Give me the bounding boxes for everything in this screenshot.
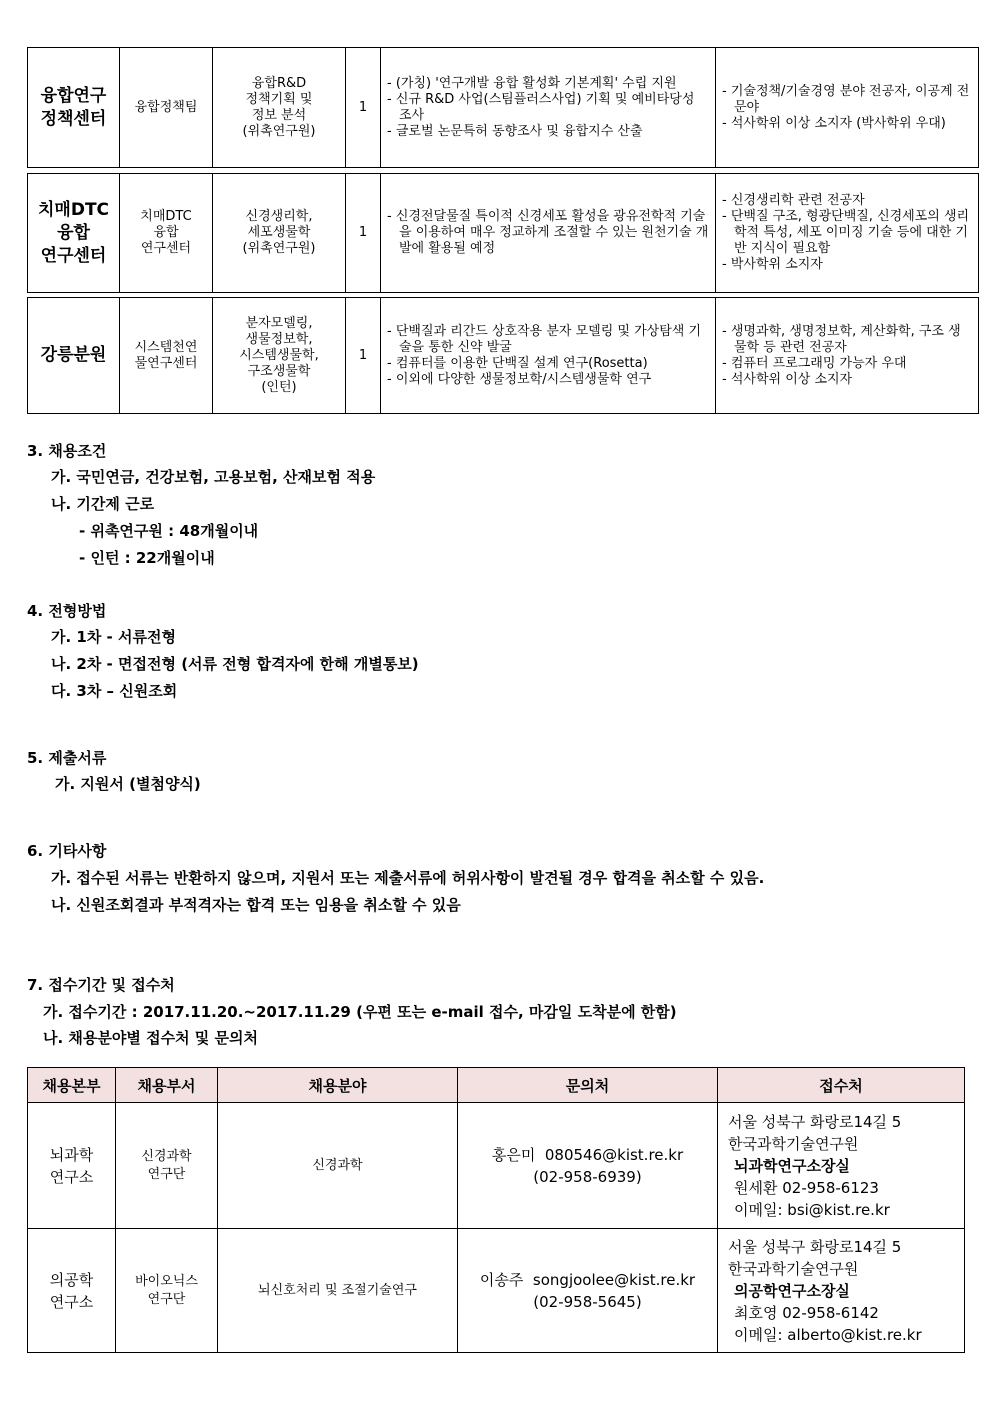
contact-cell	[458, 1229, 718, 1353]
s6-item-a: 가. 접수된 서류는 반환하지 않으며, 지원서 또는 제출서류에 허위사항이 발견될 경우 합격을 취소할 수 있음.	[51, 869, 765, 887]
contact-email-link[interactable]: 080546@kist.re.kr	[544, 1145, 684, 1164]
table-row	[28, 1229, 965, 1353]
position-table-fusion-policy	[27, 47, 979, 168]
quals-cell: - 생명과학, 생명정보학, 계산화학, 구조 생물학 등 관련 전공자 - 컴퓨터 프로그래밍 가능자 우대 - 석사학위 이상 소지자	[716, 298, 979, 414]
s7-item-a: 가. 접수기간 : 2017.11.20.~2017.11.29 (우편 또는 e-mail 접수, 마감일 도착분에 한함)	[43, 1003, 677, 1021]
contact-phone: (02-958-6939)	[533, 1167, 642, 1186]
s3-item-b2: - 인턴 : 22개월이내	[79, 549, 215, 567]
table-row	[28, 1103, 965, 1229]
contact-table	[27, 1067, 965, 1353]
header-cell: 채용본부	[28, 1068, 116, 1103]
header-cell: 채용부서	[116, 1068, 218, 1103]
contact-phone: (02-958-5645)	[533, 1292, 642, 1311]
s6-item-b: 나. 신원조회결과 부적격자는 합격 또는 임용을 취소할 수 있음	[51, 896, 461, 914]
s3-item-b: 나. 기간제 근로	[51, 495, 155, 513]
contact-cell	[458, 1103, 718, 1229]
dept-cell: 치매DTC 융합 연구센터	[28, 174, 120, 293]
header-cell: 채용분야	[218, 1068, 458, 1103]
dept-cell: 신경과학 연구단	[116, 1103, 218, 1229]
receiving-cell: 서울 성북구 화랑로14길 5 한국과학기술연구원 의공학연구소장실 최호영 02-958-6142 이메일: alberto@kist.re.kr	[718, 1229, 965, 1353]
dept-cell: 강릉분원	[28, 298, 120, 414]
dept-cell: 바이오닉스 연구단	[116, 1229, 218, 1353]
field-cell: 융합R&D 정책기획 및 정보 분석 (위촉연구원)	[213, 48, 346, 168]
receiving-email-link[interactable]: 이메일: bsi@kist.re.kr	[734, 1200, 890, 1219]
s7-item-b: 나. 채용분야별 접수처 및 문의처	[43, 1029, 258, 1047]
quals-cell: - 신경생리학 관련 전공자 - 단백질 구조, 형광단백질, 신경세포의 생리학적 특성, 세포 이미징 기술 등에 대한 기반 지식이 필요함 - 박사학위 소지자	[716, 174, 979, 293]
section-7-title: 7. 접수기간 및 접수처	[27, 976, 175, 994]
section-5-title: 5. 제출서류	[27, 749, 107, 767]
quals-cell: - 기술정책/기술경영 분야 전공자, 이공계 전문야 - 석사학위 이상 소지자 (박사학위 우대)	[716, 48, 979, 168]
count-cell: 1	[346, 48, 381, 168]
dept-cell: 융합연구 정책센터	[28, 48, 120, 168]
receiving-email-link[interactable]: 이메일: alberto@kist.re.kr	[734, 1325, 922, 1344]
section-3-title: 3. 채용조건	[27, 442, 107, 460]
hq-cell: 뇌과학 연구소	[28, 1103, 116, 1229]
hq-cell: 의공학 연구소	[28, 1229, 116, 1353]
field-cell: 신경생리학, 세포생물학 (위촉연구원)	[213, 174, 346, 293]
count-cell: 1	[346, 174, 381, 293]
position-table-dementia-dtc	[27, 173, 979, 293]
team-cell: 시스템천연 물연구센터	[120, 298, 213, 414]
team-cell: 치매DTC 융합 연구센터	[120, 174, 213, 293]
s4-item-b: 나. 2차 - 면접전형 (서류 전형 합격자에 한해 개별통보)	[51, 655, 419, 673]
header-cell: 접수처	[718, 1068, 965, 1103]
s3-item-a: 가. 국민연금, 건강보험, 고용보험, 산재보험 적용	[51, 468, 376, 486]
s4-item-c: 다. 3차 – 신원조회	[51, 682, 178, 700]
field-cell: 분자모델링, 생물정보학, 시스템생물학, 구조생물학 (인턴)	[213, 298, 346, 414]
s5-item-a: 가. 지원서 (별첨양식)	[55, 775, 201, 793]
contact-email-link[interactable]: songjoolee@kist.re.kr	[532, 1270, 696, 1289]
contact-table-header	[28, 1068, 965, 1103]
section-6-title: 6. 기타사항	[27, 842, 107, 860]
duties-cell: - (가칭) '연구개발 융합 활성화 기본계획' 수립 지원 - 신규 R&D 사업(스팀플러스사업) 기획 및 예비타당성 조사 - 글로벌 논문특허 동향조사 및 융합지수 산출	[381, 48, 716, 168]
position-table-gangneung	[27, 297, 979, 414]
s4-item-a: 가. 1차 - 서류전형	[51, 628, 176, 646]
section-4-title: 4. 전형방법	[27, 602, 107, 620]
field-cell: 신경과학	[218, 1103, 458, 1229]
contact-name: 홍은미	[491, 1145, 536, 1164]
receiving-cell: 서울 성북구 화랑로14길 5 한국과학기술연구원 뇌과학연구소장실 원세환 02-958-6123 이메일: bsi@kist.re.kr	[718, 1103, 965, 1229]
field-cell: 뇌신호처리 및 조절기술연구	[218, 1229, 458, 1353]
count-cell: 1	[346, 298, 381, 414]
header-cell: 문의처	[458, 1068, 718, 1103]
contact-name: 이송주	[479, 1270, 524, 1289]
team-cell: 융합정책팀	[120, 48, 213, 168]
s3-item-b1: - 위촉연구원 : 48개월이내	[79, 522, 259, 540]
duties-cell: - 신경전달물질 특이적 신경세포 활성을 광유전학적 기술을 이용하여 매우 정교하게 조절할 수 있는 원천기술 개발에 활용될 예정	[381, 174, 716, 293]
duties-cell: - 단백질과 리간드 상호작용 분자 모델링 및 가상탐색 기술을 통한 신약 발굴 - 컴퓨터를 이용한 단백질 설계 연구(Rosetta) - 이외에 다양한 생물정보학/시스템생물학 연구	[381, 298, 716, 414]
